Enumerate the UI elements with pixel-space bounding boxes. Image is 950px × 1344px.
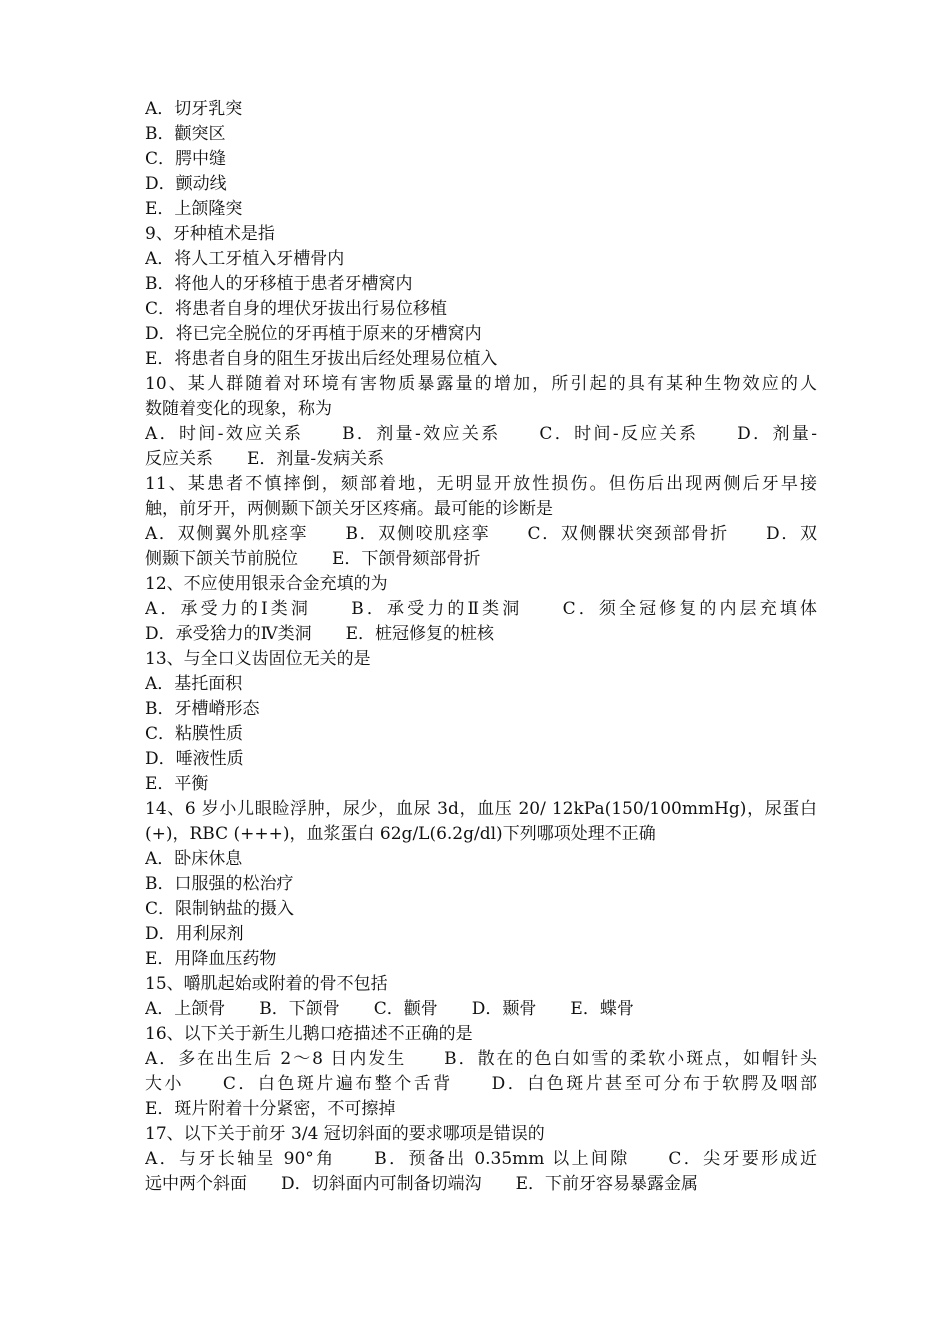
page-content	[145, 97, 817, 1197]
text-line: B．颧突区	[145, 124, 226, 144]
text-line: C．粘膜性质	[145, 724, 244, 744]
text-line: E．用降血压药物	[145, 949, 277, 969]
text-line: E．将患者自身的阻生牙拔出后经处理易位植入	[145, 349, 498, 369]
text-line: D．将已完全脱位的牙再植于原来的牙槽窝内	[145, 324, 482, 344]
text-line: A．承受力的Ⅰ类洞 B．承受力的Ⅱ类洞 C．须全冠修复的内层充填体	[145, 599, 817, 619]
text-line: E．斑片附着十分紧密，不可擦掉	[145, 1099, 396, 1119]
text-line: (+)，RBC (+++)，血浆蛋白 62g/L(6.2g/dl)下列哪项处理不正确	[145, 824, 656, 844]
text-line: 16、以下关于新生儿鹅口疮描述不正确的是	[145, 1024, 473, 1044]
text-line: 大小 C．白色斑片遍布整个舌背 D．白色斑片甚至可分布于软腭及咽部	[145, 1074, 817, 1094]
text-line: C．限制钠盐的摄入	[145, 899, 295, 919]
text-line: A．卧床休息	[145, 849, 243, 869]
text-line: 反应关系 E．剂量-发病关系	[145, 449, 385, 469]
text-line: B．牙槽嵴形态	[145, 699, 260, 719]
text-line: D．用利尿剂	[145, 924, 244, 944]
text-line: 14、6 岁小儿眼睑浮肿，尿少，血尿 3d，血压 20/ 12kPa(150/100mmHg)，尿蛋白	[145, 799, 817, 819]
text-line: D．唾液性质	[145, 749, 244, 769]
text-line: D．颤动线	[145, 174, 227, 194]
text-line: 11、某患者不慎摔倒，颏部着地，无明显开放性损伤。但伤后出现两侧后牙早接	[145, 474, 817, 494]
text-line: C．腭中缝	[145, 149, 227, 169]
text-line: B．将他人的牙移植于患者牙槽窝内	[145, 274, 413, 294]
text-line: 13、与全口义齿固位无关的是	[145, 649, 371, 669]
text-line: 侧颞下颌关节前脱位 E．下颌骨颏部骨折	[145, 549, 481, 569]
text-line: 10、某人群随着对环境有害物质暴露量的增加，所引起的具有某种生物效应的人	[145, 374, 817, 394]
text-line: A．时间-效应关系 B．剂量-效应关系 C．时间-反应关系 D．剂量-	[145, 424, 817, 444]
text-line: 12、不应使用银汞合金充填的为	[145, 574, 388, 594]
text-line: E．平衡	[145, 774, 209, 794]
text-line: 15、嚼肌起始或附着的骨不包括	[145, 974, 388, 994]
text-line: A．基托面积	[145, 674, 243, 694]
text-line: A．双侧翼外肌痉挛 B．双侧咬肌痉挛 C．双侧髁状突颈部骨折 D．双	[145, 524, 817, 544]
text-line: 数随着变化的现象，称为	[145, 399, 332, 419]
text-line: A．与牙长轴呈 90°角 B．预备出 0.35mm 以上间隙 C．尖牙要形成近	[145, 1149, 817, 1169]
text-line: A．多在出生后 2～8 日内发生 B．散在的色白如雪的柔软小斑点，如帽针头	[145, 1049, 817, 1069]
text-line: A．切牙乳突	[145, 99, 243, 119]
text-line: 远中两个斜面 D．切斜面内可制备切端沟 E．下前牙容易暴露金属	[145, 1174, 699, 1194]
text-line: 触，前牙开，两侧颞下颌关牙区疼痛。最可能的诊断是	[145, 499, 553, 519]
text-line: C．将患者自身的埋伏牙拔出行易位移植	[145, 299, 448, 319]
text-line: 17、以下关于前牙 3/4 冠切斜面的要求哪项是错误的	[145, 1124, 545, 1144]
text-line: 9、牙种植术是指	[145, 224, 275, 244]
text-line: A．上颌骨 B．下颌骨 C．颧骨 D．颞骨 E．蝶骨	[145, 999, 634, 1019]
text-line: E．上颌隆突	[145, 199, 243, 219]
text-line: B．口服强的松治疗	[145, 874, 294, 894]
text-line: D．承受猞力的Ⅳ类洞 E．桩冠修复的桩核	[145, 624, 495, 644]
text-line: A．将人工牙植入牙槽骨内	[145, 249, 345, 269]
